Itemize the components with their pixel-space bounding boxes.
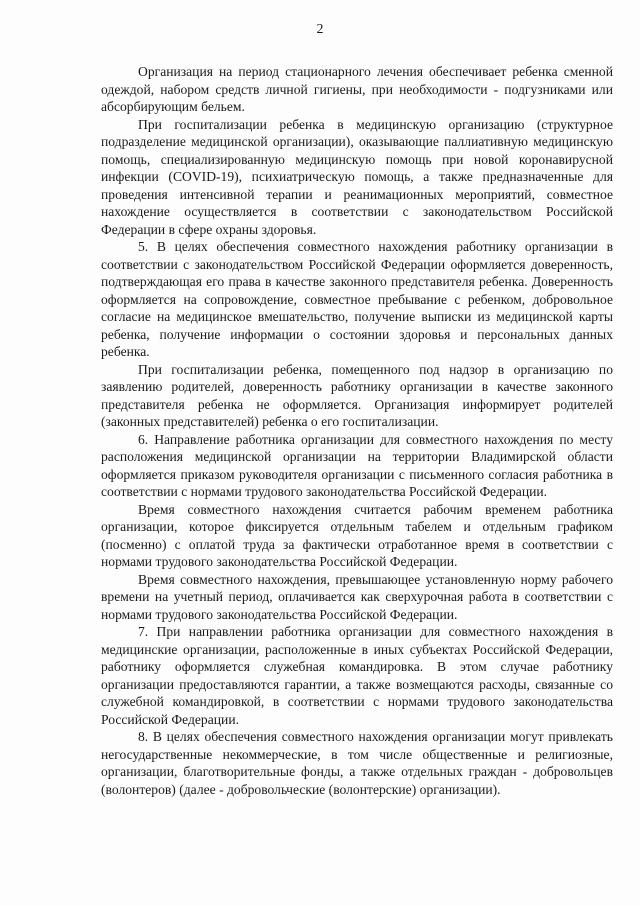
paragraph: Время совместного нахождения считается рабочим временем работника организации, которое фиксируется отдельным табелем и отдельным графиком (посменно) с оплатой труда за фактически отработанное время в соответствии с нормами трудового законодательства Российской Федерации. [101, 501, 613, 569]
paragraph: 8. В целях обеспечения совместного нахождения организации могут привлекать негосударственные некоммерческие, в том числе общественные и религиозные, организации, благотворительные фонды, а также отдельных граждан - добровольцев (волонтеров) (далее - добровольческие (волонтерские) организации). [101, 729, 613, 797]
paragraph: Время совместного нахождения, превышающее установленную норму рабочего времени на учетный период, оплачивается как сверхурочная работа в соответствии с нормами трудового законодательства Российской Федерации. [101, 571, 613, 622]
page-number: 2 [316, 22, 324, 37]
paragraph: При госпитализации ребенка в медицинскую организацию (структурное подразделение медицинской организации), оказывающие паллиативную медицинскую помощь, специализированную медицинскую помощь при новой коронавирусной инфекции (COVID-19), психиатрическую помощь, а также предназначенные для проведения интенсивной терапии и реанимационных мероприятий, совместное нахождение осуществляется в соответствии с законодательством Российской Федерации в сфере охраны здоровья. [101, 116, 613, 237]
document-body [101, 63, 613, 798]
paragraph: 5. В целях обеспечения совместного нахождения работнику организации в соответствии с законодательством Российской Федерации оформляется доверенность, подтверждающая его права в качестве законного представителя ребенка. Доверенность оформляется на сопровождение, совместное пребывание с ребенком, добровольное согласие на медицинское вмешательство, получение выписки из медицинской карты ребенка, получение информации о состоянии здоровья и персональных данных ребенка. [101, 239, 613, 359]
paragraph: 7. При направлении работника организации для совместного нахождения в медицинские организации, расположенные в иных субъектах Российской Федерации, работнику оформляется служебная командировка. В этом случае работнику организации предоставляются гарантии, а также возмещаются расходы, связанные со служебной командировкой, в соответствии с нормами трудового законодательства Российской Федерации. [101, 624, 613, 727]
paragraph: Организация на период стационарного лечения обеспечивает ребенка сменной одеждой, набором средств личной гигиены, при необходимости - подгузниками или абсорбирующим бельем. [101, 64, 613, 114]
paragraph: 6. Направление работника организации для совместного нахождения по месту расположения медицинской организации на территории Владимирской области оформляется приказом руководителя организации с письменного согласия работника в соответствии с нормами трудового законодательства Российской Федерации. [101, 431, 613, 499]
paragraph: При госпитализации ребенка, помещенного под надзор в организацию по заявлению родителей, доверенность работнику организации в качестве законного представителя ребенка не оформляется. Организация информирует родителей (законных представителей) ребенка о его госпитализации. [101, 361, 613, 429]
